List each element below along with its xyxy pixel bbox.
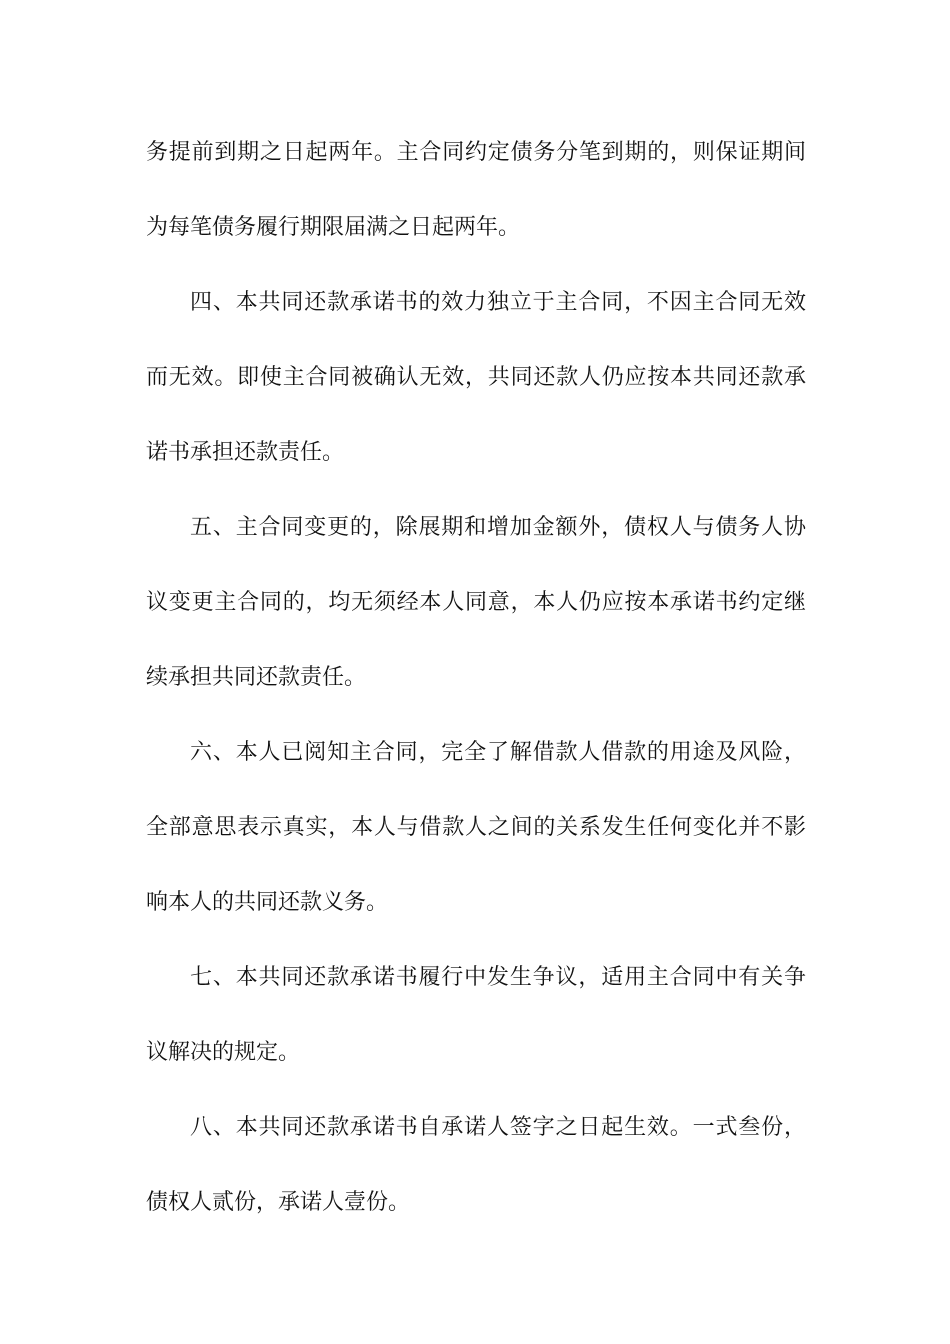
text-line: 议解决的规定。 [146,1040,301,1065]
document-body [146,123,806,1248]
paragraph-7-line: 七、本共同还款承诺书履行中发生争议，适用主合同中有关争 [190,965,806,990]
text-line: 为每笔债务履行期限届满之日起两年。 [146,215,521,240]
text-line: 而无效。即使主合同被确认无效，共同还款人仍应按本共同还款承 [146,365,806,390]
paragraph-8-line: 八、本共同还款承诺书自承诺人签字之日起生效。一式叁份， [190,1115,806,1140]
text-line: 诺书承担还款责任。 [146,440,345,465]
text-line: 响本人的共同还款义务。 [146,890,389,915]
paragraph-5-line: 五、主合同变更的，除展期和增加金额外，债权人与债务人协 [190,515,806,540]
text-line: 全部意思表示真实，本人与借款人之间的关系发生任何变化并不影 [146,815,806,840]
text-line: 务提前到期之日起两年。主合同约定债务分笔到期的，则保证期间 [146,140,806,165]
paragraph-6-line: 六、本人已阅知主合同，完全了解借款人借款的用途及风险， [190,740,806,765]
text-line: 续承担共同还款责任。 [146,665,367,690]
text-line: 议变更主合同的，均无须经本人同意，本人仍应按本承诺书约定继 [146,590,806,615]
paragraph-4-line: 四、本共同还款承诺书的效力独立于主合同，不因主合同无效 [190,290,806,315]
text-line: 债权人贰份，承诺人壹份。 [146,1190,411,1215]
